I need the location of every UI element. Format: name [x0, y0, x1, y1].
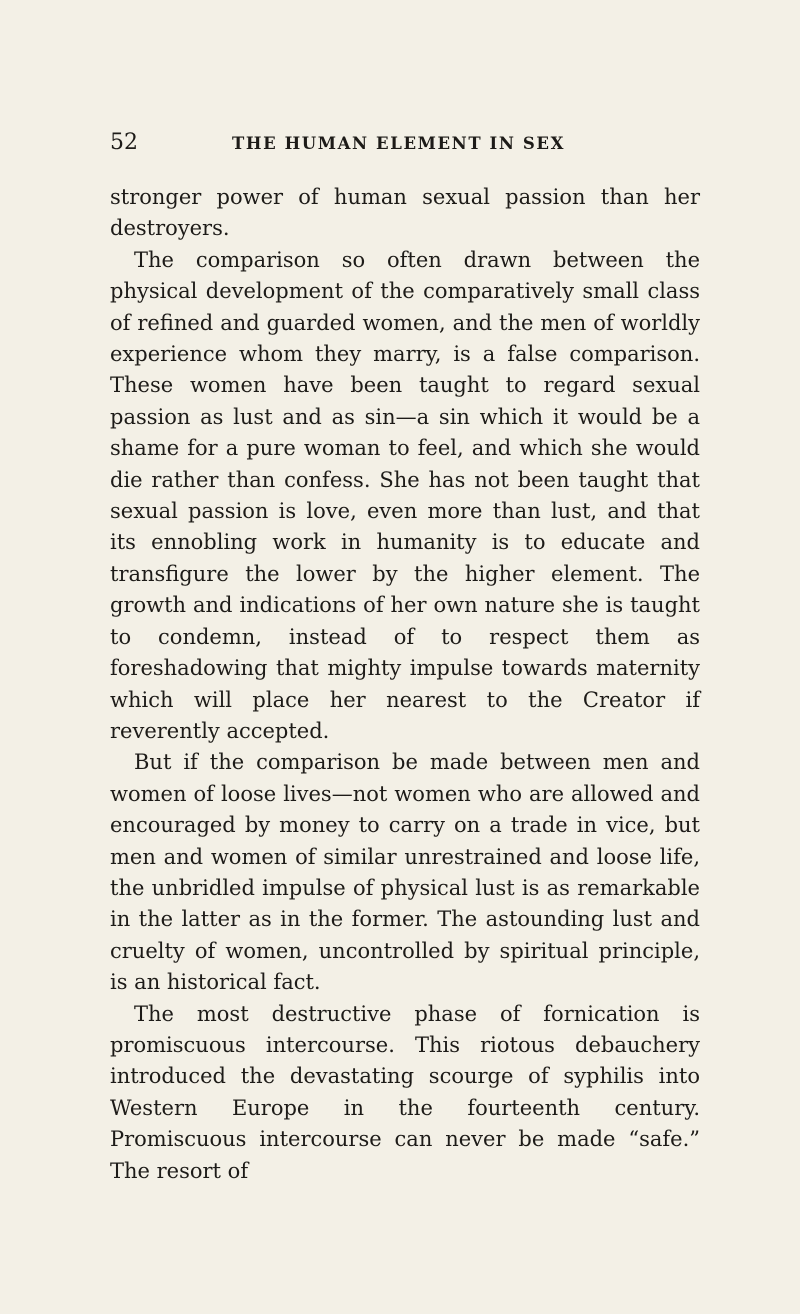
- paragraph-comparison: The comparison so often drawn between the physical development of the comparatively small class of refined and guarded women, and the men of worldly experience whom they marry, is a false comparison. These women have been taught to regard sexual passion as lust and as sin—a sin which it would be a shame for a pure woman to feel, and which she would die rather than confess. She has not been taught that sexual passion is love, even more than lust, and that its ennobling work in humanity is to educate and transfigure the lower by the higher element. The growth and indications of her own nature she is taught to condemn, instead of to respect them as foreshadowing that mighty impulse towards maternity which will place her nearest to the Creator if reverently accepted.: [110, 247, 700, 743]
- page-number: 52: [110, 130, 138, 155]
- running-title: THE HUMAN ELEMENT IN SEX: [232, 134, 565, 153]
- body-text: [110, 182, 700, 1187]
- paragraph-loose-lives: But if the comparison be made between men and women of loose lives—not women who are allowed and encouraged by money to carry on a trade in vice, but men and women of similar unrestrained and loose life, the unbridled impulse of physical lust is as remarkable in the latter as in the former. The astounding lust and cruelty of women, uncontrolled by spiritual principle, is an historical fact.: [110, 750, 700, 995]
- paragraph-promiscuous: The most destructive phase of fornication is promiscuous intercourse. This riotous debauchery introduced the devastating scourge of syphilis into Western Europe in the fourteenth century. Promiscuous intercourse can never be made “safe.” The resort of: [110, 1001, 700, 1183]
- paragraph-continued: stronger power of human sexual passion than her destroyers.: [110, 185, 700, 241]
- running-head: [110, 128, 700, 158]
